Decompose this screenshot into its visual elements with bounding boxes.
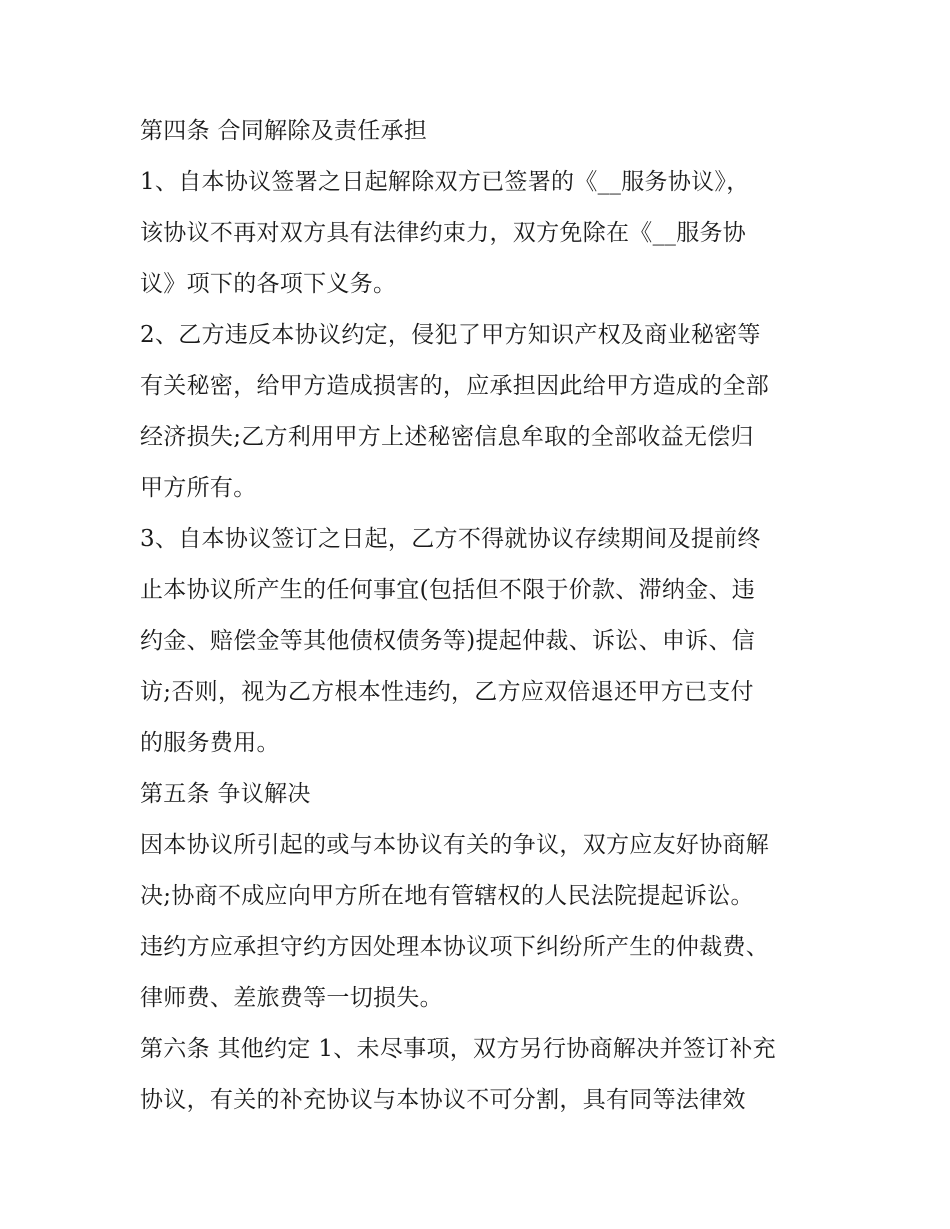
text-line: 该协议不再对双方具有法律约束力，双方免除在《__服务协 bbox=[140, 220, 747, 246]
text-line: 因本协议所引起的或与本协议有关的争议，双方应友好协商解 bbox=[140, 832, 770, 858]
text-line: 访;否则，视为乙方根本性违约，乙方应双倍退还甲方已支付 bbox=[140, 679, 754, 705]
text-line: 议》项下的各项下义务。 bbox=[140, 271, 397, 297]
text-line: 律师费、差旅费等一切损失。 bbox=[140, 985, 443, 1011]
text-line: 经济损失;乙方利用甲方上述秘密信息牟取的全部收益无偿归 bbox=[140, 424, 754, 450]
text-line: 止本协议所产生的任何事宜(包括但不限于价款、滞纳金、违 bbox=[140, 577, 756, 603]
text-line: 违约方应承担守约方因处理本协议项下纠纷所产生的仲裁费、 bbox=[140, 934, 770, 960]
text-line: 协议，有关的补充协议与本协议不可分割，具有同等法律效 bbox=[140, 1087, 746, 1113]
text-line: 的服务费用。 bbox=[140, 730, 280, 756]
section-heading-6: 第六条 其他约定 1、未尽事项，双方另行协商解决并签订补充 bbox=[140, 1036, 776, 1062]
section-heading-5: 第五条 争议解决 bbox=[140, 781, 311, 807]
text-line: 1、自本协议签署之日起解除双方已签署的《__服务协议》， bbox=[140, 169, 750, 195]
section-heading-4: 第四条 合同解除及责任承担 bbox=[140, 118, 428, 144]
text-line: 有关秘密，给甲方造成损害的，应承担因此给甲方造成的全部 bbox=[140, 373, 770, 399]
text-line: 甲方所有。 bbox=[140, 475, 257, 501]
text-line: 2、乙方违反本协议约定，侵犯了甲方知识产权及商业秘密等 bbox=[140, 322, 761, 348]
text-line: 3、自本协议签订之日起，乙方不得就协议存续期间及提前终 bbox=[140, 526, 761, 552]
text-line: 约金、赔偿金等其他债权债务等)提起仲裁、诉讼、申诉、信 bbox=[140, 628, 756, 654]
text-line: 决;协商不成应向甲方所在地有管辖权的人民法院提起诉讼。 bbox=[140, 883, 754, 909]
